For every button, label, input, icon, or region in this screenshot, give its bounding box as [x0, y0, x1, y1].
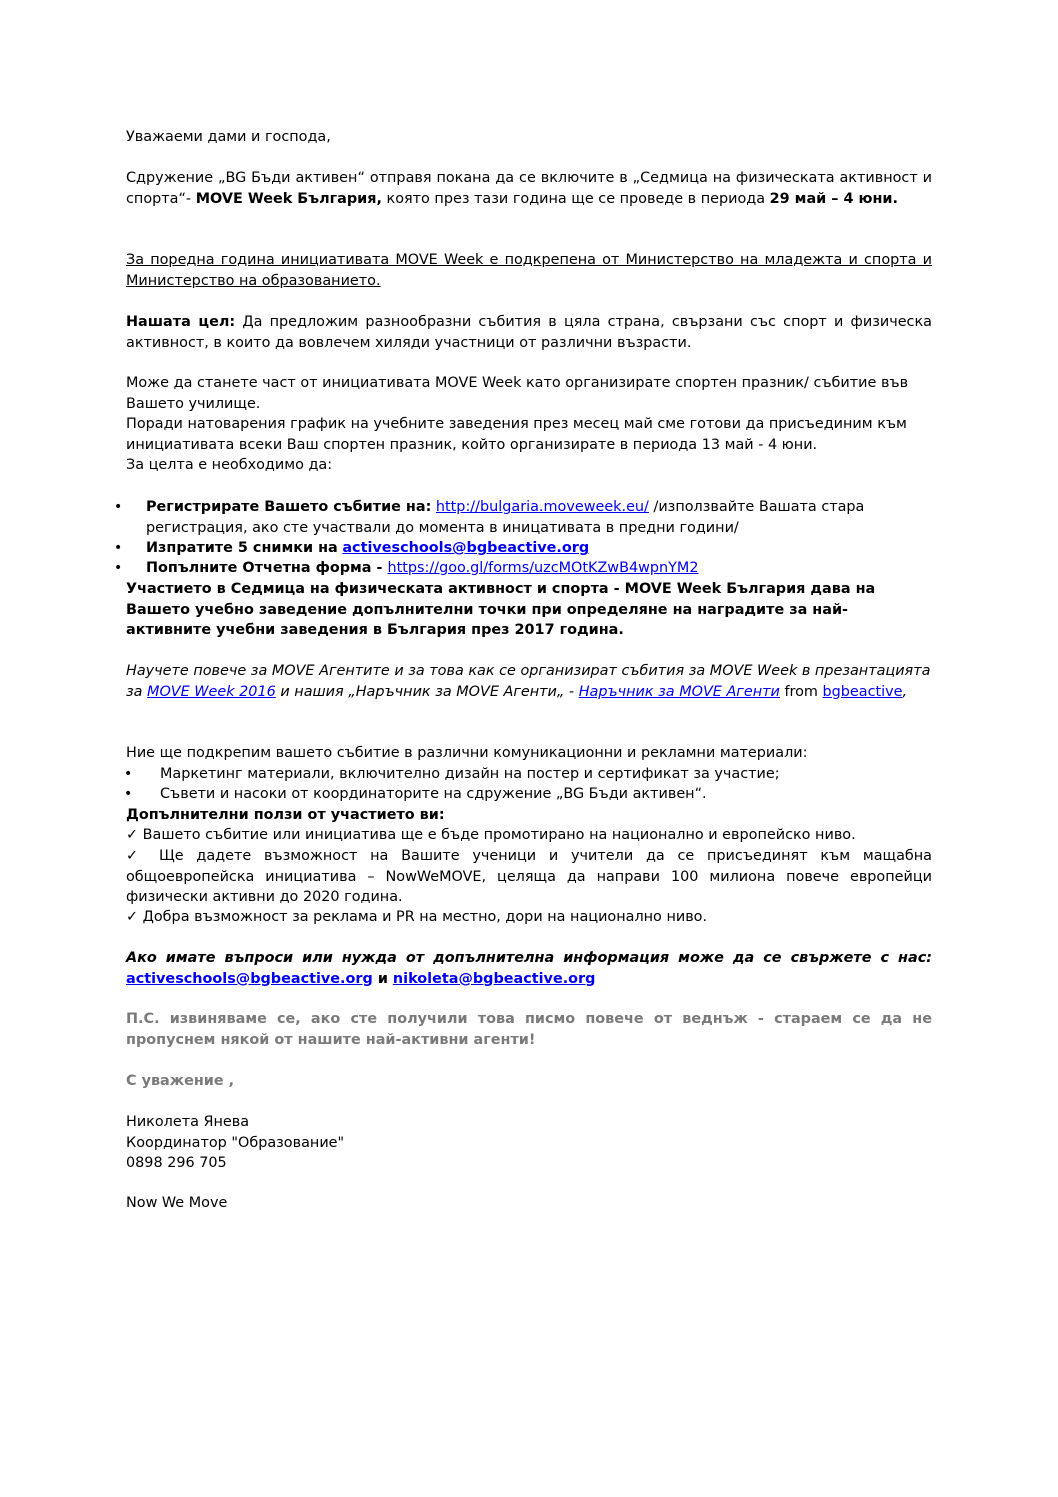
bullet-icon: • — [124, 786, 133, 802]
regards: С уважение , — [126, 1073, 235, 1089]
benefits-title: Допълнителни ползи от участието ви: — [126, 807, 445, 823]
signature-name: Николета Янева — [126, 1114, 250, 1130]
nikoleta-contact-link[interactable]: nikoleta@bgbeactive.org — [392, 970, 596, 987]
participation-line2: Поради натоварения график на учебните заведения през месец май сме готови да присъединим към инициативата всеки Ваш спортен празник, който организирате в периода 13 май - 4 юни. — [126, 416, 907, 453]
activeschools-contact-link[interactable]: activeschools@bgbeactive.org — [126, 970, 373, 987]
intro-bold-name: MOVE Week България, — [195, 190, 382, 207]
learn-more-part4: , — [902, 683, 908, 700]
goal-paragraph — [126, 312, 932, 353]
step-photos-label: Изпратите 5 снимки на — [146, 540, 338, 556]
benefit-item — [126, 825, 932, 846]
benefit-text: Вашето събитие или инициатива ще е бъде промотирано на национално и европейско ниво. — [138, 827, 856, 843]
goal-label: Нашата цел: — [126, 314, 236, 330]
benefit-text: Ще дадете възможност на Вашите ученици и учители да се присъединят към мащабна общоевропейска инициатива – NowWeMOVE, целяща да направи 100 милиона повече европейци физически активни до 2020 година. — [126, 848, 932, 905]
bullet-icon: • — [124, 766, 133, 782]
contact-paragraph — [126, 948, 932, 989]
moveweek-link[interactable]: http://bulgaria.moveweek.eu/ — [435, 499, 649, 515]
intro-part2: която през тази година ще се проведе в периода — [381, 190, 770, 207]
moveweek-2016-link[interactable]: MOVE Week 2016 — [147, 683, 276, 700]
check-icon: ✓ — [126, 909, 139, 925]
bgbeactive-link[interactable]: bgbeactive — [822, 683, 903, 700]
bullet-icon: • — [114, 560, 123, 576]
intro-part1: Сдружение „BG Бъди активен“ отправя покана да се включите в „Седмица на физическата активност и спорта“- — [126, 170, 932, 207]
agents-handbook-link[interactable]: Наръчник за MOVE Агенти — [578, 683, 780, 700]
materials-item: Маркетинг материали, включително дизайн на постер и сертификат за участие; — [160, 766, 780, 782]
support-paragraph: За поредна година инициативата MOVE Week е подкрепена от Министерство на младежта и спорта и Министерство на образованието. — [126, 252, 932, 289]
signature-org: Now We Move — [126, 1195, 228, 1211]
intro-paragraph — [126, 168, 932, 209]
signature-phone: 0898 296 705 — [126, 1155, 227, 1171]
bullet-icon: • — [114, 540, 123, 556]
report-form-link[interactable]: https://goo.gl/forms/uzcMOtKZwB4wpnYM2 — [387, 560, 699, 576]
learn-more-part1: Научете повече за MOVE Агентите и за това как се организират събития за MOVE Week в презантацията за — [126, 663, 931, 700]
materials-item: Съвети и насоки от координаторите на сдружение „BG Бъди активен“. — [160, 786, 707, 802]
greeting: Уважаеми дами и господа, — [126, 129, 331, 145]
learn-more-part3: from — [779, 683, 823, 700]
participation-block — [126, 373, 932, 476]
check-icon: ✓ — [126, 827, 139, 843]
step-report — [146, 558, 916, 579]
step-photos — [146, 538, 916, 559]
step-report-label: Попълните Отчетна форма - — [146, 560, 388, 576]
step-register-note: /използвайте Вашата стара регистрация, ако сте участвали до момента в иницативата в предни години/ — [146, 499, 865, 536]
participation-line3: За целта е необходимо да: — [126, 457, 333, 473]
learn-more-part2: и нашия „Наръчник за MOVE Агенти„ - — [275, 683, 579, 700]
points-paragraph: Участието в Седмица на физическата активност и спорта - MOVE Week България дава на Вашето учебно заведение допълнителни точки при определяне на наградите за най-активните учебни заведения в България през 2017 година. — [126, 581, 876, 638]
step-register — [146, 497, 916, 538]
goal-text: Да предложим разнообразни събития в цяла страна, свързани със спорт и физическа активност, в които да вовлечем хиляди участници от различни възрасти. — [126, 314, 932, 351]
step-register-label: Регистрирате Вашето събитие на: — [146, 499, 432, 515]
learn-more-paragraph — [126, 661, 932, 702]
ps-paragraph: П.С. извиняваме се, ако сте получили това писмо повече от веднъж - стараем се да не пропуснем някой от нашите най-активни агенти! — [126, 1011, 932, 1048]
materials-intro: Ние ще подкрепим вашето събитие в различни комуникационни и рекламни материали: — [126, 745, 808, 761]
bullet-icon: • — [114, 499, 123, 515]
signature-title: Координатор "Образование" — [126, 1134, 345, 1151]
signature-block — [126, 1112, 932, 1174]
intro-bold-dates: 29 май – 4 юни. — [769, 190, 898, 207]
benefit-item — [126, 907, 932, 928]
activeschools-email-link[interactable]: activeschools@bgbeactive.org — [342, 540, 590, 556]
benefit-text: Добра възможност за реклама и PR на местно, дори на национално ниво. — [138, 909, 708, 925]
contact-and: и — [372, 970, 393, 987]
participation-line1: Може да станете част от инициативата MOVE Week като организирате спортен празник/ събитие във Вашето училище. — [126, 375, 909, 412]
check-icon: ✓ — [126, 848, 147, 864]
contact-text: Ако имате въпроси или нужда от допълнителна информация може да се свържете с нас: — [126, 950, 932, 966]
benefit-item — [126, 846, 932, 908]
